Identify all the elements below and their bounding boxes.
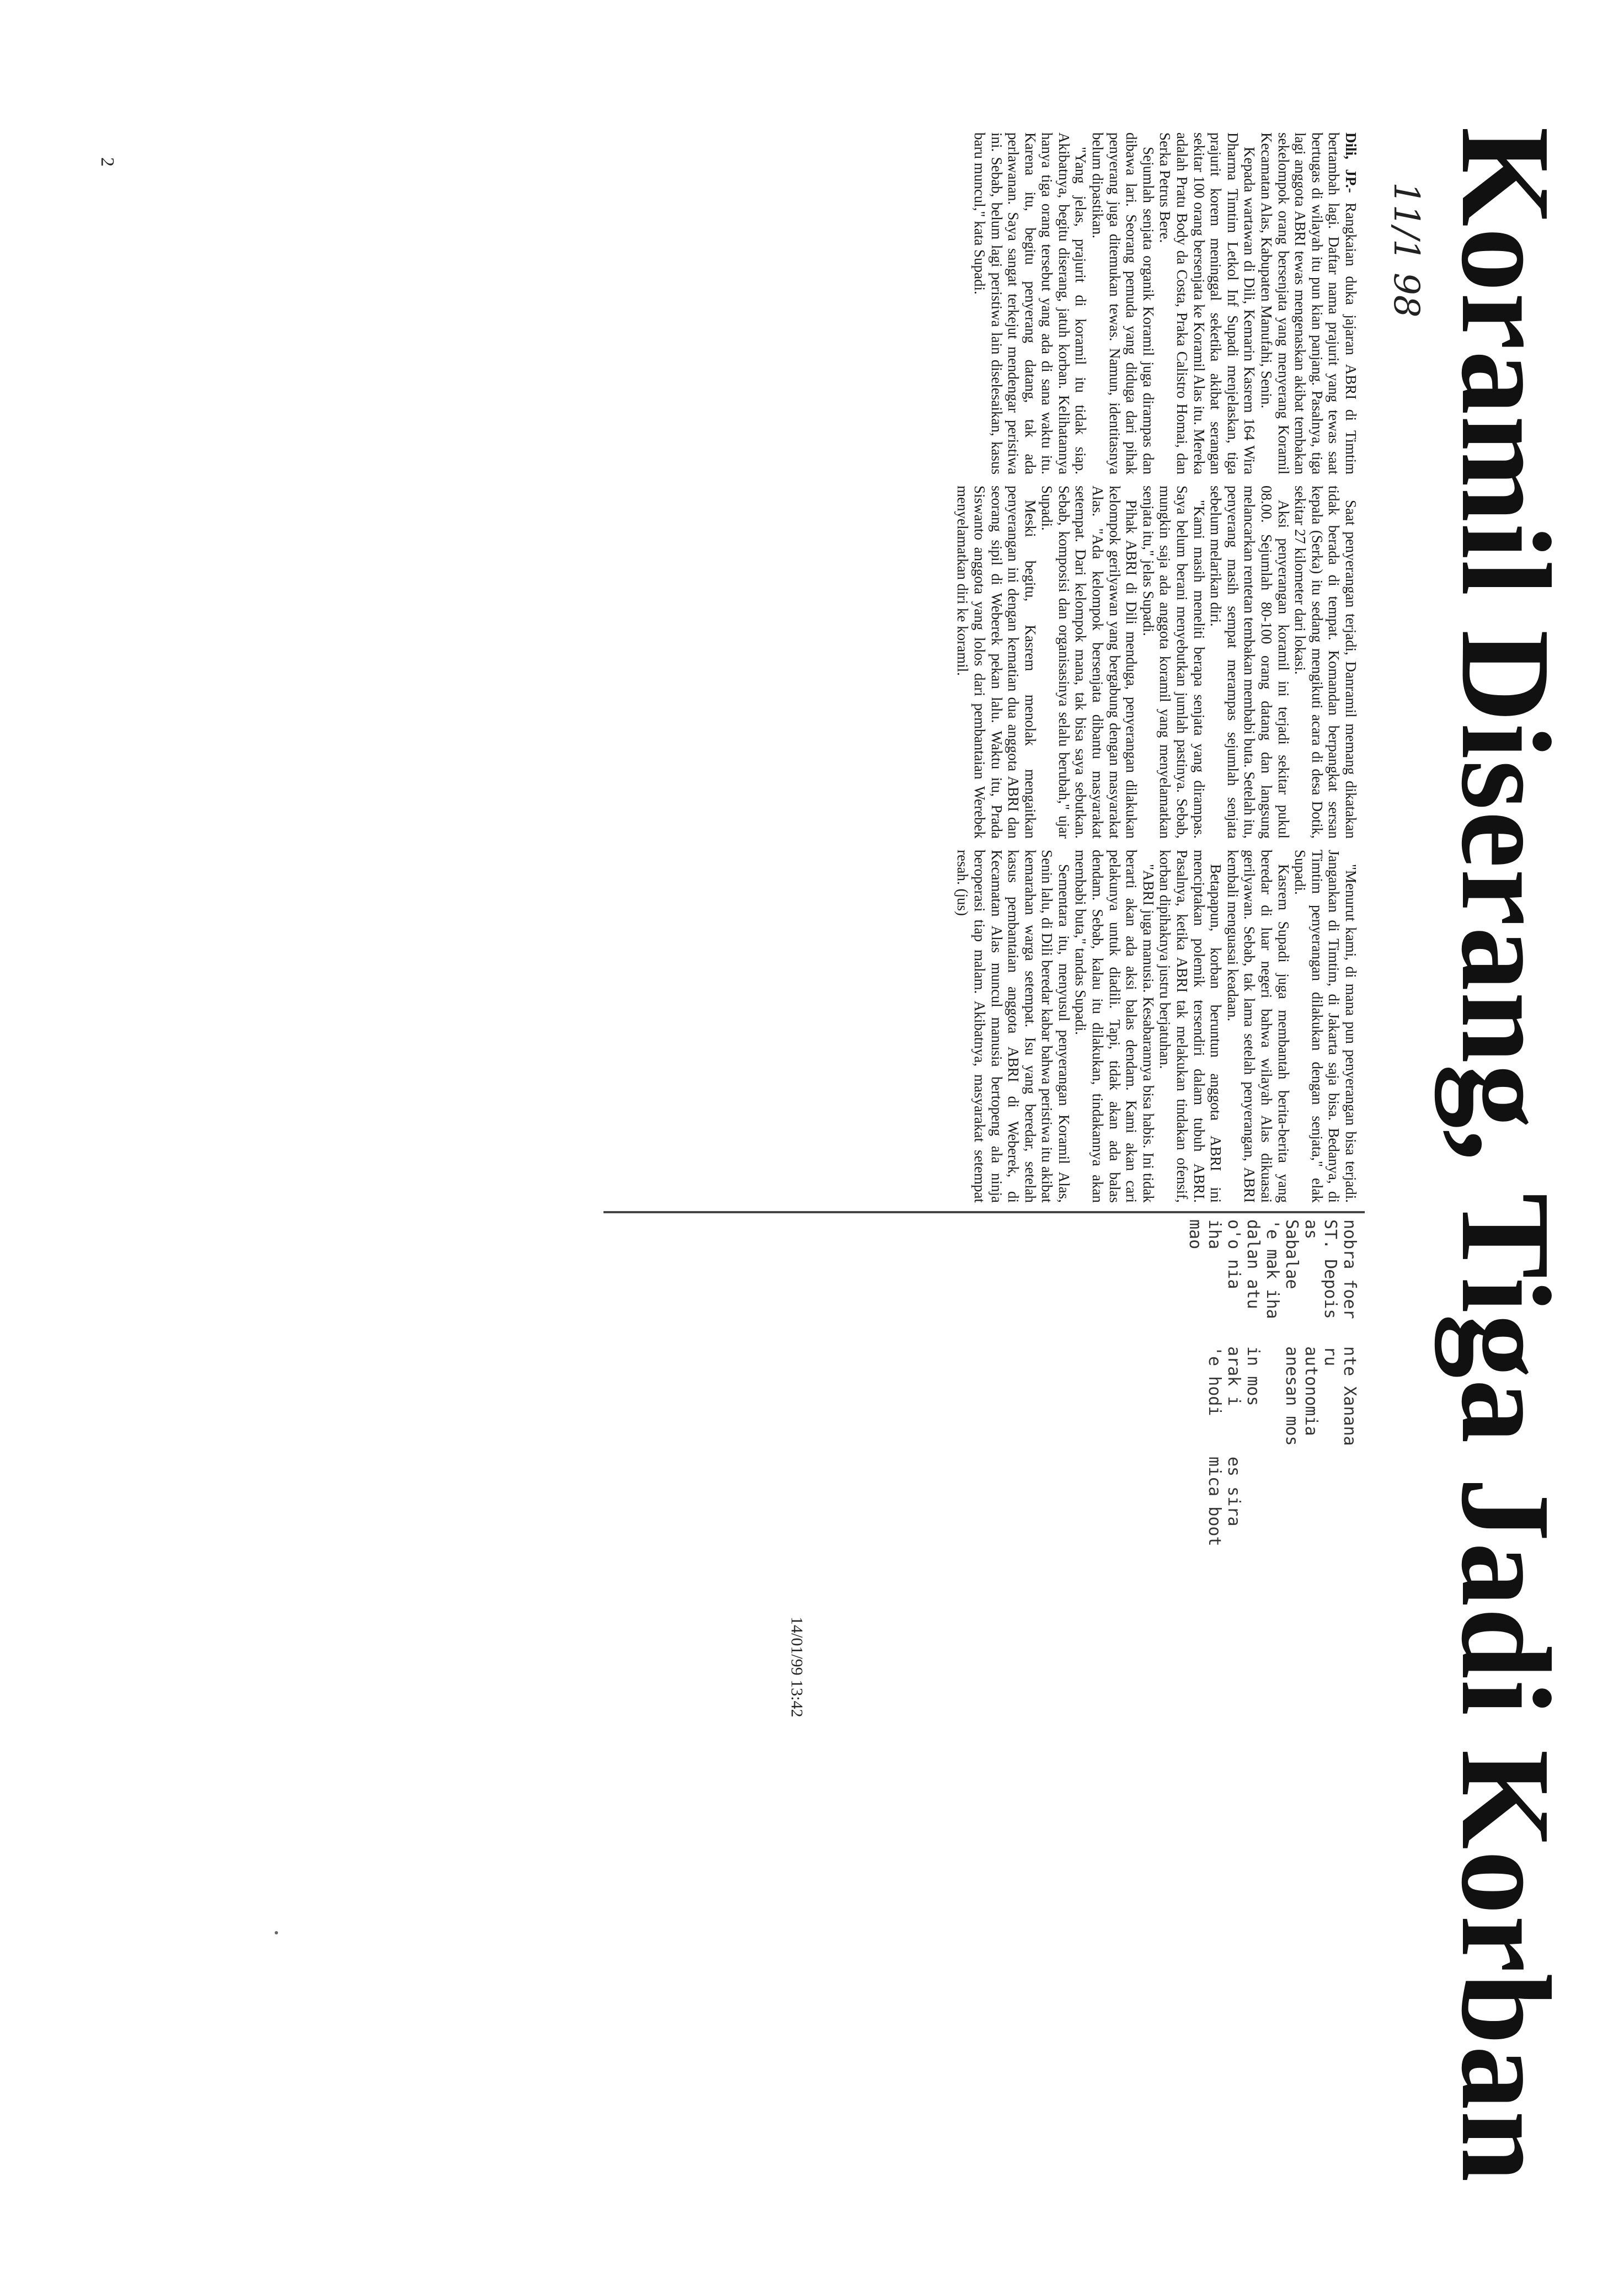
teletext-line bbox=[1263, 1457, 1282, 1766]
paragraph-text: "Yang jelas, prajurit di koramil itu tidak siap. Akibatnya, begitu diserang, jatuh korban. Kelihatannya hanya tiga orang tersebut yang ada di sana waktu itu. Karena itu, begitu penyerang datang, tak ada perlawanan. Saya sangat terkejut mendengar peristiwa ini. Sebab, belum lagi peristiwa lain diselesaikan, kasus baru muncul," kata Supadi. bbox=[971, 132, 1089, 474]
article-paragraph bbox=[1072, 850, 1157, 1203]
teletext-line: es sira bbox=[1224, 1457, 1243, 1527]
fax-timestamp: 14/01/99 13:42 bbox=[788, 1617, 806, 1718]
paragraph-text: Saat penyerangan terjadi, Danramil memang dikatakan tidak berada di tempat. Komandan berpangkat sersan kepala (Serka) itu sedang mengikuti acara di desa Dotik, sekitar 27 kilometer dari lokasi. bbox=[1292, 486, 1359, 839]
teletext-line: 'e hodi bbox=[1205, 1346, 1224, 1416]
article-paragraph bbox=[1039, 486, 1140, 839]
teletext-line: Sabalae bbox=[1282, 1219, 1301, 1289]
teletext-line bbox=[1243, 1457, 1263, 1766]
article-paragraph bbox=[1140, 486, 1207, 839]
teletext-line: dalan atu bbox=[1243, 1219, 1263, 1309]
article-paragraph bbox=[1258, 132, 1359, 474]
article-paragraph bbox=[954, 486, 1039, 839]
teletext-line: ru bbox=[1321, 1346, 1340, 1367]
article-paragraph bbox=[1089, 132, 1157, 474]
paragraph-text: Sejumlah senjata organik Koramil juga dirampas dan dibawa lari. Seorang pemuda yang diduga dari pihak penyerang juga ditemukan tewas. Namun, identitasnya belum dipastikan. bbox=[1089, 132, 1157, 474]
scan-speck bbox=[275, 1931, 278, 1934]
paragraph-text: "Kami masih meneliti berapa senjata yang dirampas. Saya belum berani menyebutkan jumlah pastinya. Sebab, mungkin saja ada anggota koramil yang menyelamatkan senjata itu," jelas Supadi. bbox=[1140, 486, 1208, 839]
teletext-line: autonomia bbox=[1301, 1346, 1321, 1436]
article-paragraph bbox=[1157, 850, 1224, 1203]
teletext-line: as bbox=[1301, 1219, 1321, 1240]
teletext-line bbox=[1321, 1457, 1340, 1766]
teletext-line bbox=[1282, 1457, 1301, 1766]
page-number: 2 bbox=[97, 157, 117, 167]
article-paragraph bbox=[1208, 486, 1292, 839]
article-paragraph bbox=[1224, 850, 1291, 1203]
paragraph-text: Pihak ABRI di Dili menduga, penyerangan dilakukan kelompok gerilyawan yang bergabung dengan masyarakat Alas. "Ada kelompok bersenjata dibantu masyarakat setempat. Dari kelompok mana, tak bisa saya sebutkan. Sebab, komposisi dan organisasinya selalu berubah," ujar Supadi. bbox=[1039, 486, 1140, 839]
teletext-line bbox=[1301, 1457, 1321, 1766]
handwritten-date: 11/1 98 bbox=[1386, 182, 1427, 318]
dateline: Dili, JP.- bbox=[1343, 132, 1359, 193]
teletext-block-3 bbox=[918, 1457, 1359, 1766]
paragraph-text: Rangkaian duka jajaran ABRI di Timtim bertambah lagi. Daftar nama prajurit yang tewas saat bertugas di wilayah itu pun kian panjang. Pasalnya, tiga lagi anggota ABRI tewas mengenaskan akibat tembakan sekelompok orang bersenjata yang menyerang Koramil Kecamatan Alas, Kabupaten Manufahi, Senin. bbox=[1258, 132, 1359, 475]
paragraph-text: Sementara itu, menyusul penyerangan Koramil Alas, Senin lalu, di Dili beredar kabar bahwa peristiwa itu akibat kemarahan warga setempat. Isu yang beredar, setelah kasus pembantaian anggota ABRI di Weberek, di Kecamatan Alas muncul manusia bertopeng ala ninja beroperasi tiap malam. Akibatnya, masyarakat setempat resah. (jus) bbox=[954, 850, 1072, 1203]
paragraph-text: Betapapun, korban beruntun anggota ABRI ini menciptakan polemik tersendiri dalam tubuh ABRI. Pasalnya, ketika ABRI tak melakukan tindakan ofensif, korban dipihaknya justru berjatuhan. bbox=[1157, 850, 1225, 1203]
paragraph-text: Kepada wartawan di Dili, Kemarin Kasrem 164 Wira Dharma Timtim Letkol Inf Supadi menjelaskan, tiga prajurit korem meninggal seketika akibat serangan sekitar 100 orang bersenjata ke Koramil Alas itu. Mereka adalah Pratu Body da Costa, Praka Calistro Homai, dan Serka Petrus Bere. bbox=[1157, 132, 1258, 474]
article-column-3 bbox=[559, 850, 1359, 1203]
teletext-line: mica boot bbox=[1205, 1457, 1224, 1547]
teletext-line: iha bbox=[1205, 1219, 1224, 1250]
headline: Koramil Diserang, Tiga Jadi Korban bbox=[1435, 127, 1577, 2183]
article-paragraph bbox=[1292, 486, 1359, 839]
paragraph-text: Aksi penyerangan koramil ini terjadi sekitar pukul 08.00. Sejumlah 80-100 orang datang dan langsung melancarkan rentetan tembakan membabi buta. Setelah itu, penyerang masih sempat merampas sejumlah senjata sebelum melarikan diri. bbox=[1208, 486, 1292, 839]
teletext-line: ST. Depois bbox=[1321, 1219, 1340, 1319]
teletext-line: nte Xanana bbox=[1340, 1346, 1359, 1446]
teletext-line bbox=[1340, 1457, 1359, 1766]
column-divider bbox=[603, 1211, 1365, 1213]
teletext-line: 'e mak iha bbox=[1263, 1219, 1282, 1319]
paragraph-text: "ABRI juga manusia. Kesabarannya bisa habis. Ini tidak berarti akan ada aksi balas dendam. Kami akan cari pelakunya untuk diadili. Tapi, tidak akan ada balas dendam. Sebab, kalau itu dilakukan, tindakannya akan membabi buta," tandas Supadi. bbox=[1072, 850, 1157, 1203]
teletext-line: mao bbox=[1185, 1219, 1205, 1250]
article-paragraph bbox=[1157, 132, 1258, 474]
teletext-line: anesan mos bbox=[1282, 1346, 1301, 1446]
article-column-1 bbox=[559, 132, 1359, 474]
paragraph-text: Kasrem Supadi juga membantah berita-berita yang beredar di luar negeri bahwa wilayah Alas dikuasai gerilyawan. Sebab, tak lama setelah penyerangan, ABRI kembali menguasai keadaan. bbox=[1224, 850, 1292, 1203]
article-column-2 bbox=[559, 486, 1359, 839]
article-paragraph bbox=[1292, 850, 1359, 1203]
article-paragraph bbox=[971, 132, 1089, 474]
paragraph-text: "Menurut kami, di mana pun penyerangan bisa terjadi. Jangankan di Timtim, di Jakarta saja bisa. Bedanya, di Timtim penyerangan dilakukan dengan senjata," elak Supadi. bbox=[1292, 850, 1359, 1203]
teletext-line: nobra foer bbox=[1340, 1219, 1359, 1319]
teletext-line: in mos bbox=[1243, 1346, 1263, 1406]
teletext-line: o'o nia bbox=[1224, 1219, 1243, 1289]
teletext-line: arak i bbox=[1224, 1346, 1243, 1406]
paragraph-text: Meski begitu, Kasrem menolak mengaitkan penyerangan ini dengan kematian dua anggota ABRI dan seorang sipil di Weberek pekan lalu. Waktu itu, Prada Siswanto anggota yang lolos dari pembantaian Werebek menyelamatkan diri ke koramil. bbox=[954, 486, 1039, 839]
article-paragraph bbox=[954, 850, 1072, 1203]
